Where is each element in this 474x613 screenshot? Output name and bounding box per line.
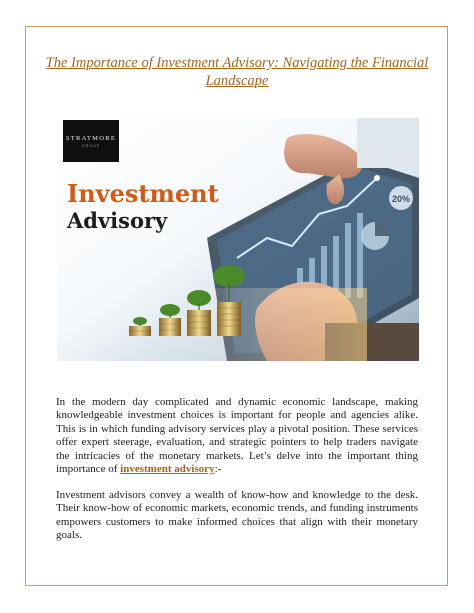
percent-badge: 20% [391, 194, 411, 204]
paragraph-intro-text: In the modern day complicated and dynamic economic landscape, making knowledgeable investment choices is important for people and agencies alike. This is in which funding advisory services play a pivotal position. These services offer expert steerage, evaluation, and strategic pointers to help traders navigate the intricacies of the monetary markets. Let’s delve into the important thing importance of [56, 396, 418, 476]
document-title: The Importance of Investment Advisory: Navigating the Financial Landscape [45, 55, 429, 89]
hero-heading-line2: Advisory [67, 208, 168, 233]
logo-wordmark: STRATMORE [65, 134, 117, 142]
paragraph-intro-suffix: :- [214, 463, 222, 476]
hero-image [57, 118, 419, 361]
paragraph-intro [56, 396, 418, 476]
paragraph-expertise: Investment advisors convey a wealth of know-how and knowledge to the desk. Their know-how of economic markets, economic trends, and funding instruments empowers customers to make informed choices that align with their monetary goals. [56, 489, 418, 542]
investment-advisory-link[interactable]: investment advisory [120, 463, 215, 476]
logo-subtext: GROUP [81, 143, 101, 148]
company-logo [63, 120, 119, 162]
hero-heading-line1: Investment [67, 179, 219, 208]
